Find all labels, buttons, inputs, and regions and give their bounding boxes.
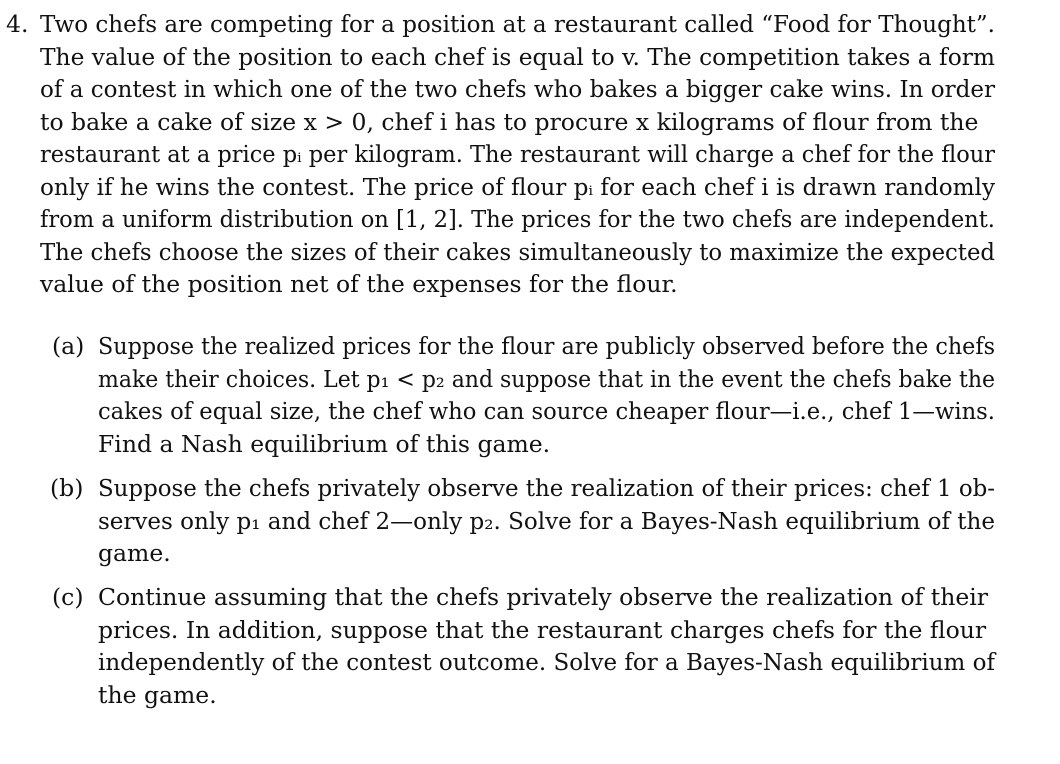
part-line: make their choices. Let p₁ < p₂ and suppose that in the event the chefs bake the xyxy=(98,365,995,393)
part-line: Suppose the chefs privately observe the realization of their prices: chef 1 ob- xyxy=(98,474,995,502)
part-line: Find a Nash equilibrium of this game. xyxy=(98,430,551,458)
part-line: prices. In addition, suppose that the restaurant charges chefs for the flour xyxy=(98,616,987,644)
intro-line: only if he wins the contest. The price of flour pᵢ for each chef i is drawn randomly xyxy=(40,173,995,201)
intro-line: restaurant at a price pᵢ per kilogram. The restaurant will charge a chef for the flour xyxy=(40,140,995,168)
part-line: game. xyxy=(98,539,171,567)
problem-number: 4. xyxy=(6,10,29,38)
part-line: Suppose the realized prices for the flour are publicly observed before the chefs xyxy=(98,332,995,360)
part-line: cakes of equal size, the chef who can source cheaper flour—i.e., chef 1—wins. xyxy=(98,397,995,425)
part-line: independently of the contest outcome. Solve for a Bayes-Nash equilibrium of xyxy=(98,648,995,676)
intro-line: The value of the position to each chef is equal to v. The competition takes a form xyxy=(40,43,995,71)
part-line: the game. xyxy=(98,681,217,709)
intro-line: Two chefs are competing for a position at a restaurant called “Food for Thought”. xyxy=(40,10,995,38)
intro-line: of a contest in which one of the two chefs who bakes a bigger cake wins. In order xyxy=(40,75,995,103)
part-label: (a) xyxy=(52,332,85,360)
part-line: serves only p₁ and chef 2—only p₂. Solve for a Bayes-Nash equilibrium of the xyxy=(98,507,995,535)
intro-line: value of the position net of the expenses for the flour. xyxy=(40,270,678,298)
intro-line: from a uniform distribution on [1, 2]. The prices for the two chefs are independent. xyxy=(40,205,995,233)
part-label: (c) xyxy=(52,583,84,611)
part-label: (b) xyxy=(50,474,84,502)
intro-line: to bake a cake of size x > 0, chef i has to procure x kilograms of flour from the xyxy=(40,108,979,136)
intro-line: The chefs choose the sizes of their cakes simultaneously to maximize the expected xyxy=(40,238,995,266)
part-line: Continue assuming that the chefs privately observe the realization of their xyxy=(98,583,989,611)
